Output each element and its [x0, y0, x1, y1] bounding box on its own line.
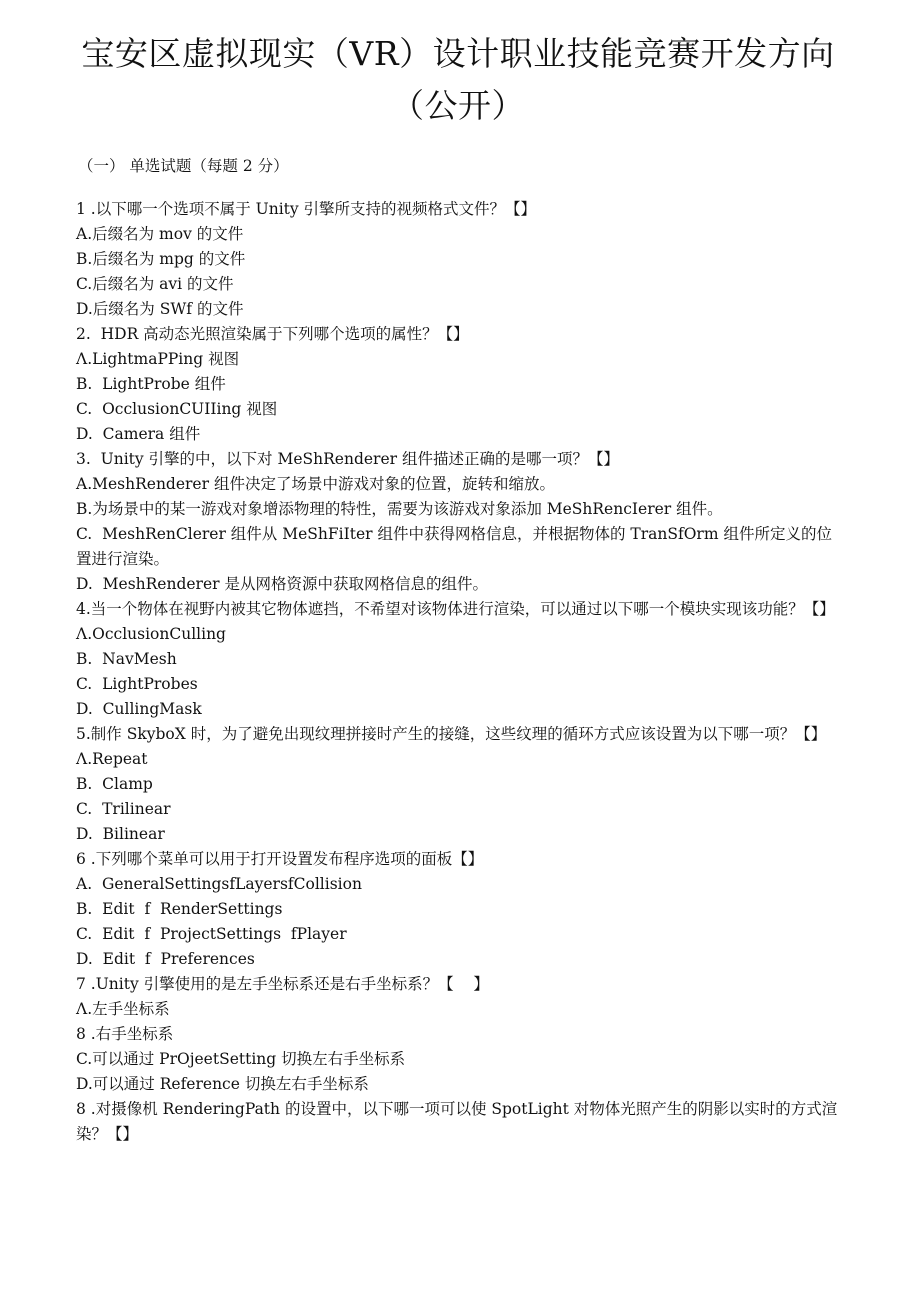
text-line: C. MeshRenClerer 组件从 MeShFiIter 组件中获得网格信息，并根据物体的 TranSfOrm 组件所定义的位置进行渲染。 [76, 525, 832, 568]
text-line: A.后缀名为 mov 的文件 [76, 225, 244, 243]
text-line: 7 .Unity 引擎使用的是左手坐标系还是右手坐标系？【 】 [76, 975, 489, 993]
text-line: C. OcclusionCUIIing 视图 [76, 400, 278, 418]
text-line: B.为场景中的某一游戏对象增添物理的特性，需要为该游戏对象添加 MeShRencIerer 组件。 [76, 500, 723, 518]
text-line: A.MeshRenderer 组件决定了场景中游戏对象的位置，旋转和缩放。 [76, 475, 555, 493]
text-line: C. LightProbes [76, 675, 198, 693]
text-line: D. CullingMask [76, 700, 202, 718]
text-line: 4.当一个物体在视野内被其它物体遮挡，不希望对该物体进行渲染，可以通过以下哪一个模块实现该功能？【】 [76, 600, 835, 618]
text-line: A. GeneralSettingsfLayersfCollision [76, 875, 362, 893]
text-line: B. Clamp [76, 775, 153, 793]
text-line: 8 .对摄像机 RenderingPath 的设置中，以下哪一项可以使 SpotLight 对物体光照产生的阴影以实时的方式渲染？【】 [76, 1100, 838, 1143]
text-line: D. Edit f Preferences [76, 950, 255, 968]
section-heading: （一） 单选试题（每题 2 分） [78, 157, 289, 175]
text-line: D.可以通过 Reference 切换左右手坐标系 [76, 1075, 369, 1093]
title-line-2: （公开） [391, 86, 525, 125]
text-line: Λ.左手坐标系 [76, 1000, 170, 1018]
text-line: Λ.OcclusionCulling [76, 625, 226, 643]
text-line: D. MeshRenderer 是从网格资源中获取网格信息的组件。 [76, 575, 488, 593]
text-line: 3. Unity 引擎的中，以下对 MeShRenderer 组件描述正确的是哪一项？【】 [76, 450, 619, 468]
text-line: 2. HDR 高动态光照渲染属于下列哪个选项的属性？【】 [76, 325, 469, 343]
text-line: 1 .以下哪一个选项不属于 Unity 引擎所支持的视频格式文件？【】 [76, 200, 537, 218]
question-list [76, 197, 840, 1147]
text-line: D. Bilinear [76, 825, 165, 843]
text-line: C. Edit f ProjectSettings fPlayer [76, 925, 347, 943]
title-line-1: 宝安区虚拟现实（VR）设计职业技能竞赛开发方向 [81, 34, 835, 73]
text-line: B. LightProbe 组件 [76, 375, 226, 393]
text-line: C. Trilinear [76, 800, 171, 818]
text-line: C.可以通过 PrOjeetSetting 切换左右手坐标系 [76, 1050, 406, 1068]
text-line: Λ.Repeat [76, 750, 148, 768]
text-line: 5.制作 SkyboX 时，为了避免出现纹理拼接时产生的接缝，这些纹理的循环方式应该设置为以下哪一项？【】 [76, 725, 827, 743]
text-line: D.后缀名为 SWf 的文件 [76, 300, 244, 318]
document-title [76, 28, 840, 132]
text-line: C.后缀名为 avi 的文件 [76, 275, 234, 293]
text-line: 8 .右手坐标系 [76, 1025, 174, 1043]
text-line: D. Camera 组件 [76, 425, 201, 443]
text-line: 6 .下列哪个菜单可以用于打开设置发布程序选项的面板【】 [76, 850, 484, 868]
text-line: B. Edit f RenderSettings [76, 900, 283, 918]
text-line: B. NavMesh [76, 650, 177, 668]
text-line: Λ.LightmaPPing 视图 [76, 350, 240, 368]
text-line: B.后缀名为 mpg 的文件 [76, 250, 246, 268]
